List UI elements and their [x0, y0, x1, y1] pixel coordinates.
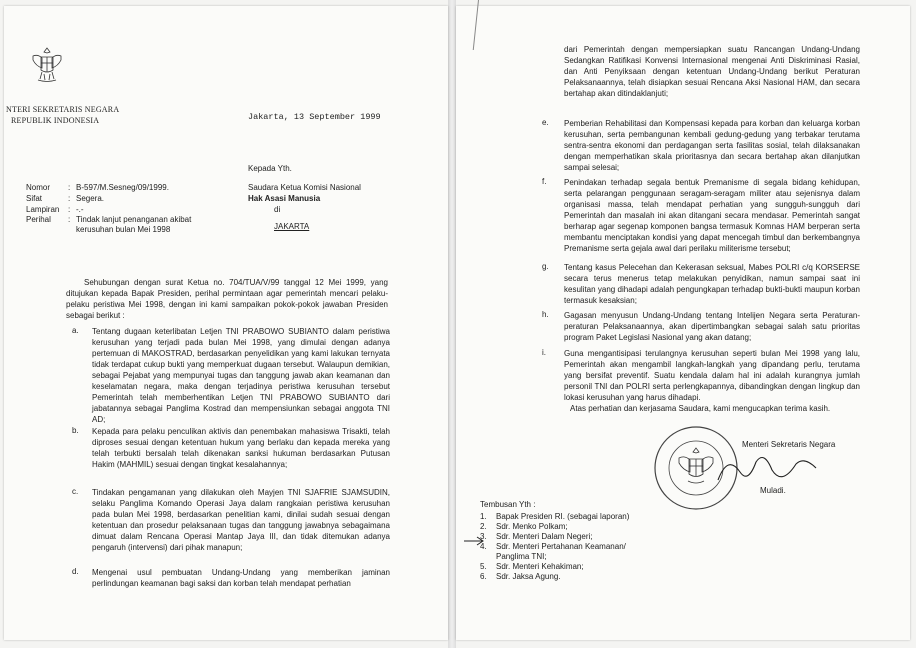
item-letter: a. — [72, 326, 79, 335]
item-letter: e. — [542, 118, 549, 127]
list-number: 3. — [480, 532, 487, 541]
item-letter: g. — [542, 262, 549, 271]
item-letter: d. — [72, 567, 79, 576]
meta-perihal: Perihal : Tindak lanjut penanganan akibat kerusuhan bulan Mei 1998 — [26, 215, 204, 235]
list-number: 6. — [480, 572, 487, 581]
meta-lampiran: Lampiran : -.- — [26, 205, 84, 214]
item-a: Tentang dugaan keterlibatan Letjen TNI PRABOWO SUBIANTO dalam peristiwa kerusuhan yang terjadi pada bulan Mei 1998, yang dimulai dengan adanya pertemuan di MAKOSTRAD, berdasarkan penyelidikan yang kami lakukan ternyata tidak terdapat cukup bukti yang memperkuat dugaan tersebut. Walaupun demikian, sebagai Pejabat yang mempunyai tugas dan tanggung jawab akan keamanan dan keselamatan negara, maka dengan terjadinya peristiwa kerusuhan tersebut Pemerintah telah memberhentikan Letjen TNI PRABOWO SUBIANTO dari jabatannya sebagai Panglima Kostrad dan mempensiunkan sebagai anggota TNI AD; — [92, 327, 390, 424]
list-number: 5. — [480, 562, 487, 571]
tembusan-title: Tembusan Yth : — [480, 500, 536, 509]
addressee-label: Kepada Yth. — [248, 164, 292, 173]
list-item — [480, 562, 700, 572]
letterhead-line1: NTERI SEKRETARIS NEGARA — [6, 105, 120, 114]
item-c: Tindakan pengamanan yang dilakukan oleh Mayjen TNI SJAFRIE SJAMSUDIN, selaku Panglima Komando Operasi Jaya dalam rangkaian peristiwa kerusuhan pada bulan Mei 1998, berdasarkan penelitian kami, dinilai sudah sesuai dengan ketentuan dan prosedur pelaksanaan tugas dan tanggung jawabnya sebagaimana dimuat dalam Rencana Operasi Mantap Jaya III, dan tidak ditemukan adanya pengaruh (intervensi) dari pihak manapun; — [92, 488, 390, 552]
list-number: 2. — [480, 522, 487, 531]
page-gutter — [448, 0, 456, 648]
left-page — [4, 6, 448, 640]
item-i: Guna mengantisipasi terulangnya kerusuhan seperti bulan Mei 1998 yang lalu, Pemerintah akan mengambil langkah-langkah yang dipandang perlu, terutama yang bersifat preventif. Suatu kendala dalam hal ini adalah kurangnya jumlah personil TNI dan POLRI serta perlengkapannya, dibandingkan dengan lingkup dan lokasi kerusuhan yang harus dihadapi. — [564, 349, 860, 402]
tembusan-list — [480, 512, 700, 582]
meta-value: Tindak lanjut penanganan akibat kerusuhan bulan Mei 1998 — [76, 215, 192, 234]
addressee-line2: Hak Asasi Manusia — [248, 194, 321, 203]
item-letter: h. — [542, 310, 549, 319]
meta-value: B-597/M.Sesneg/09/1999. — [76, 183, 169, 192]
item-e: Pemberian Rehabilitasi dan Kompensasi kepada para korban dan keluarga korban kerusuhan, serta pembangunan kembali gedung-gedung yang terbakar terutama sentra-sentra ekonomi dan perdagangan serta fasilitas sosial, telah dilaksanakan dengan memperhatikan skala prioritasnya dan secara bertahap akan dilanjutkan sampai selesai; — [564, 119, 860, 172]
item-f: Penindakan terhadap segala bentuk Premanisme di segala bidang kehidupan, serta pelarangan penggunaan seragam-seragam militer atau sejenisnya dalam organisasi massa, telah mendapat perhatian yang sungguh-sungguh dari Pemerintah dan masalah ini akan ditangani secara mendasar. Pemerintah sangat berharap agar segenap komponen bangsa termasuk Komnas HAM berperan serta membantu menciptakan kondisi yang dapat mencegah timbul dan berkembangnya Premanisme serta gejala awal dari perilaku militerisme tersebut; — [564, 178, 860, 253]
meta-key: Perihal — [26, 215, 51, 224]
garuda-emblem-icon — [30, 44, 64, 84]
item-d-continuation: dari Pemerintah dengan mempersiapkan suatu Rancangan Undang-Undang Sedangkan Ratifikasi Konvensi Internasional mengenai Anti Diskriminasi Rasial, dan Anti Penyiksaan dengan ketentuan Undang-Undang berikut Peraturan Pelaksanaannya, telah disiapkan sesuai Rencana Aksi Nasional HAM, dan secara bertahap akan ditindaklanjuti; — [564, 45, 860, 98]
signature-title: Menteri Sekretaris Negara — [742, 440, 836, 449]
meta-key: Nomor — [26, 183, 51, 192]
addressee-line1: Saudara Ketua Komisi Nasional — [248, 183, 361, 192]
item-d: Mengenai usul pembuatan Undang-Undang yang memberikan jaminan perlindungan keamanan bagi saksi dan korban telah mendapat perhatian — [92, 568, 390, 588]
item-letter: c. — [72, 487, 79, 496]
meta-key: Lampiran — [26, 205, 60, 214]
list-number: 1. — [480, 512, 487, 521]
item-b: Kepada para pelaku penculikan aktivis dan penembakan mahasiswa Trisakti, telah diproses sesuai dengan ketentuan hukum yang berlaku dan kepada mereka yang telah terbukti bersalah telah dikenakan sanksi hukuman berdasarkan Putusan Hakim (MAHMIL) sesuai dengan tingkat kesalahannya; — [92, 427, 390, 469]
list-text: Sdr. Menko Polkam; — [496, 522, 568, 531]
place-date: Jakarta, 13 September 1999 — [248, 112, 381, 122]
item-letter: i. — [542, 348, 546, 357]
list-text: Sdr. Menteri Pertahanan Keamanan/ Panglima TNI; — [496, 542, 626, 561]
meta-key: Sifat — [26, 194, 43, 203]
list-text: Sdr. Menteri Dalam Negeri; — [496, 532, 593, 541]
signature-name: Muladi. — [760, 486, 786, 495]
list-number: 4. — [480, 542, 487, 551]
item-letter: b. — [72, 426, 79, 435]
list-item — [480, 572, 700, 582]
list-item — [480, 542, 700, 562]
meta-nomor: Nomor : B-597/M.Sesneg/09/1999. — [26, 183, 169, 192]
letterhead-line2: REPUBLIK INDONESIA — [11, 116, 100, 125]
meta-value: Segera. — [76, 194, 105, 203]
addressee-city: JAKARTA — [274, 222, 310, 231]
signature-scribble — [712, 450, 822, 490]
item-letter: f. — [542, 177, 547, 186]
intro-paragraph: Sehubungan dengan surat Ketua no. 704/TUA/V/99 tanggal 12 Mei 1999, yang ditujukan kepada Bapak Presiden, perihal permintaan agar pemerintah mencari pelaku-pelaku peristiwa Mei 1998, dengan ini kami sampaikan pokok-pokok jawaban Presiden sebagai berikut : — [66, 278, 388, 320]
meta-sifat: Sifat : Segera. — [26, 194, 105, 203]
list-item — [480, 522, 700, 532]
item-g: Tentang kasus Pelecehan dan Kekerasan seksual, Mabes POLRI c/q KORSERSE secara terus menerus tetap melakukan penyidikan, namun sampai saat ini kesulitan yang dihadapi adalah pengungkapan terhadap bukti-bukti maupun korban termasuk kesaksian; — [564, 263, 860, 305]
closing-sentence: Atas perhatian dan kerjasama Saudara, kami mengucapkan terima kasih. — [570, 404, 831, 413]
addressee-line3: di — [274, 205, 281, 214]
list-item — [480, 532, 700, 542]
list-item — [480, 512, 700, 522]
handwritten-arrow-icon — [462, 536, 486, 546]
list-text: Sdr. Menteri Kehakiman; — [496, 562, 584, 571]
list-text: Sdr. Jaksa Agung. — [496, 572, 561, 581]
meta-value: -.- — [76, 205, 84, 214]
right-page — [456, 6, 910, 640]
item-h: Gagasan menyusun Undang-Undang tentang Intelijen Negara serta Peraturan-peraturan Pelaksanaannya, akan dipertimbangkan sebagai salah satu prioritas program Paket Legislasi Nasional yang akan datang; — [564, 311, 860, 342]
list-text: Bapak Presiden RI. (sebagai laporan) — [496, 512, 630, 521]
